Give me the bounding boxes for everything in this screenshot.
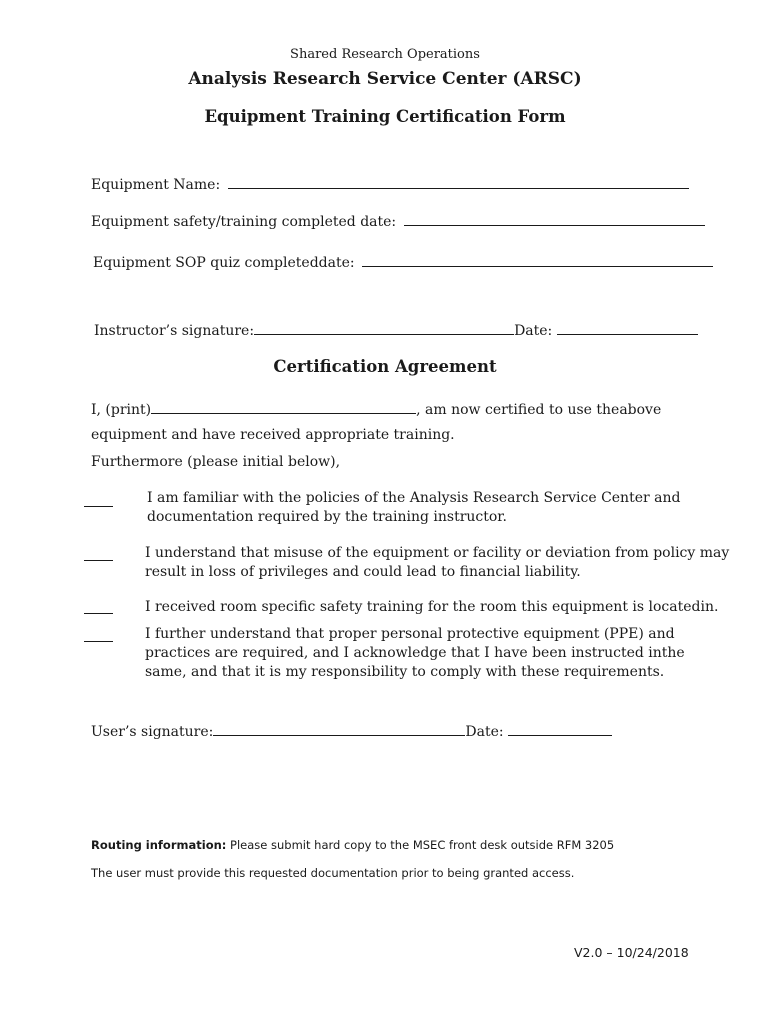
user-signature-line[interactable] bbox=[213, 721, 465, 736]
agreement-item-1-line-1: I am familiar with the policies of the Analysis Research Service Center and bbox=[147, 490, 681, 506]
equipment-name-label: Equipment Name: bbox=[91, 177, 221, 193]
agreement-item-2-line-2: result in loss of privileges and could lead to financial liability. bbox=[145, 564, 581, 580]
print-prefix: I, (print) bbox=[91, 402, 152, 418]
instructor-date-label: Date: bbox=[514, 323, 553, 339]
agreement-item-1-line-2: documentation required by the training instructor. bbox=[147, 509, 507, 525]
sop-quiz-label: Equipment SOP quiz completeddate: bbox=[93, 255, 355, 271]
initial-blank-4[interactable] bbox=[84, 640, 113, 642]
agreement-item-4-line-3: same, and that it is my responsibility to comply with these requirements. bbox=[145, 664, 665, 680]
certification-agreement-heading: Certification Agreement bbox=[273, 357, 497, 376]
agreement-item-3-line-1: I received room specific safety training for the room this equipment is locatedin. bbox=[145, 599, 719, 615]
agreement-item-2 bbox=[145, 544, 729, 582]
print-name-line[interactable] bbox=[151, 399, 416, 414]
form-title: Equipment Training Certification Form bbox=[204, 107, 566, 126]
agreement-item-1 bbox=[147, 489, 680, 527]
organization-subheader: Shared Research Operations bbox=[290, 47, 480, 62]
version-label: V2.0 – 10/24/2018 bbox=[574, 945, 689, 960]
sop-quiz-date-line[interactable] bbox=[362, 252, 713, 267]
initial-blank-1[interactable] bbox=[84, 505, 113, 507]
instructor-date-line[interactable] bbox=[557, 320, 698, 335]
equipment-name-line[interactable] bbox=[228, 174, 689, 189]
user-signature-field bbox=[91, 721, 612, 740]
center-name-title: Analysis Research Service Center (ARSC) bbox=[188, 69, 582, 89]
instructor-signature-label: Instructor’s signature: bbox=[94, 323, 255, 339]
agreement-item-4-line-1: I further understand that proper personal protective equipment (PPE) and bbox=[145, 626, 675, 642]
print-name-statement bbox=[91, 399, 661, 418]
user-date-label: Date: bbox=[465, 724, 504, 740]
agreement-line-3: Furthermore (please initial below), bbox=[91, 454, 341, 470]
safety-training-date-line[interactable] bbox=[404, 211, 705, 226]
instructor-signature-line[interactable] bbox=[254, 320, 514, 335]
safety-training-field bbox=[91, 211, 705, 230]
sop-quiz-field bbox=[93, 252, 713, 271]
agreement-item-4-line-2: practices are required, and I acknowledge that I have been instructed inthe bbox=[145, 645, 685, 661]
user-signature-label: User’s signature: bbox=[91, 724, 214, 740]
print-suffix: , am now certified to use theabove bbox=[416, 402, 662, 418]
access-note: The user must provide this requested documentation prior to being granted access. bbox=[91, 866, 575, 880]
agreement-item-2-line-1: I understand that misuse of the equipment or facility or deviation from policy may bbox=[145, 545, 730, 561]
agreement-item-4 bbox=[145, 625, 685, 682]
safety-training-label: Equipment safety/training completed date: bbox=[91, 214, 397, 230]
equipment-name-field bbox=[91, 174, 689, 193]
instructor-signature-field bbox=[94, 320, 698, 339]
routing-label: Routing information: bbox=[91, 838, 227, 852]
user-date-line[interactable] bbox=[508, 721, 612, 736]
routing-text: Please submit hard copy to the MSEC front desk outside RFM 3205 bbox=[226, 838, 615, 852]
agreement-line-2: equipment and have received appropriate training. bbox=[91, 427, 455, 443]
initial-blank-2[interactable] bbox=[84, 559, 113, 561]
initial-blank-3[interactable] bbox=[84, 612, 113, 614]
agreement-item-3 bbox=[145, 598, 718, 617]
routing-information bbox=[91, 838, 614, 852]
